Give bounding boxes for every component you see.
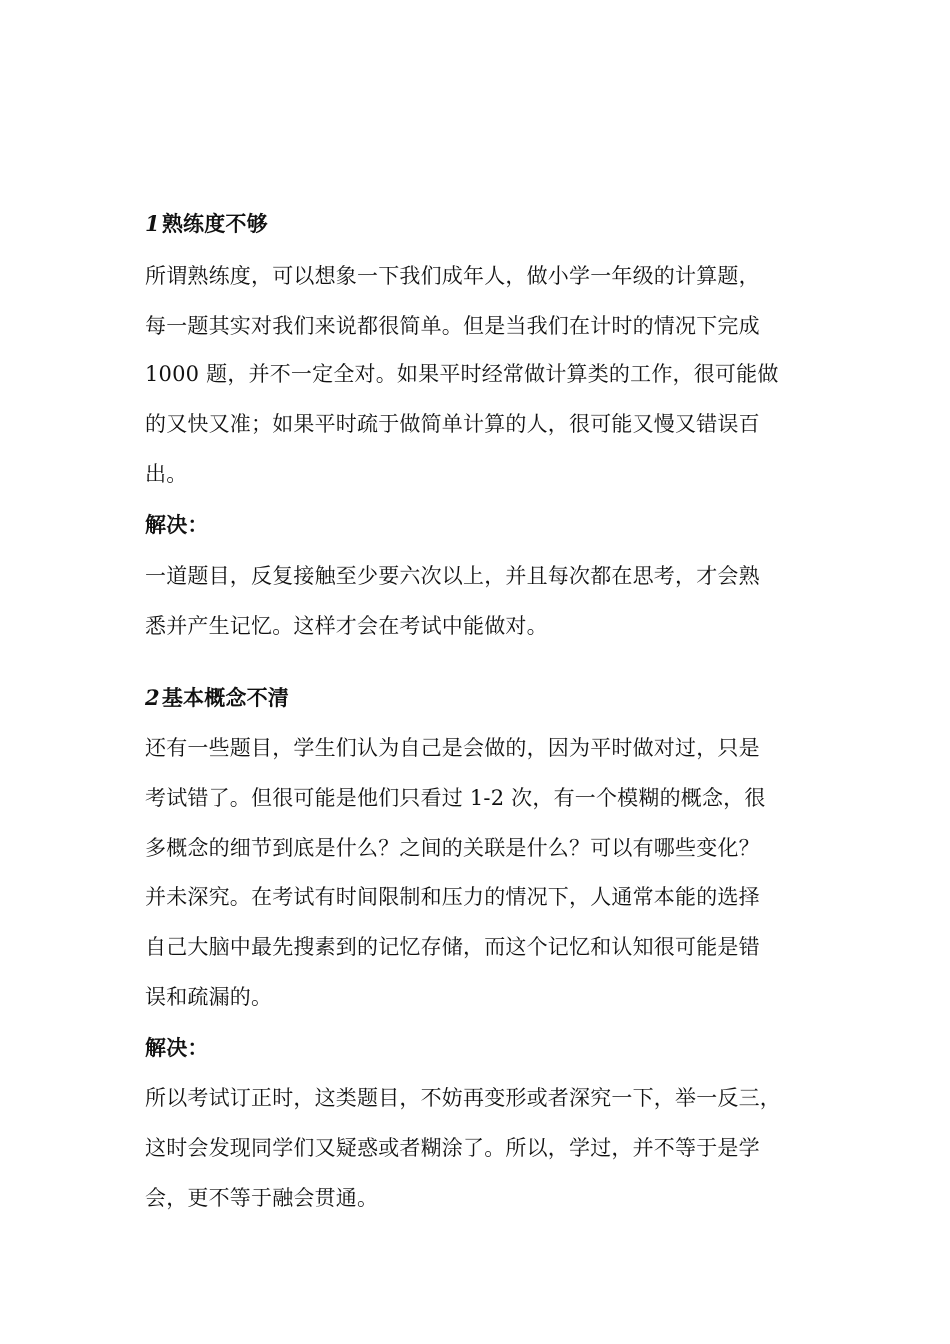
section-1-body-line: 出。 xyxy=(145,462,188,486)
section-2-body-line: 误和疏漏的。 xyxy=(145,985,273,1009)
section-1-body-line: 1000 题，并不一定全对。如果平时经常做计算类的工作，很可能做 xyxy=(145,362,779,386)
section-2-number: 2 xyxy=(145,685,160,710)
section-2-solution-line: 所以考试订正时，这类题目，不妨再变形或者深究一下，举一反三， xyxy=(145,1086,781,1110)
section-2-solution-label: 解决： xyxy=(145,1035,209,1060)
section-1-body-line: 的又快又准；如果平时疏于做简单计算的人，很可能又慢又错误百 xyxy=(145,412,760,436)
section-1-solution-line: 悉并产生记忆。这样才会在考试中能做对。 xyxy=(145,614,548,638)
section-1-solution-label: 解决： xyxy=(145,512,209,537)
section-2-body-line: 自己大脑中最先搜素到的记忆存储，而这个记忆和认知很可能是错 xyxy=(145,935,760,959)
section-1-body-line: 所谓熟练度，可以想象一下我们成年人，做小学一年级的计算题， xyxy=(145,264,760,288)
section-2-body-line: 考试错了。但很可能是他们只看过 1-2 次，有一个模糊的概念，很 xyxy=(145,786,766,810)
section-1-solution-line: 一道题目，反复接触至少要六次以上，并且每次都在思考，才会熟 xyxy=(145,564,760,588)
section-1-heading xyxy=(145,211,268,237)
section-2-solution-line: 这时会发现同学们又疑惑或者糊涂了。所以，学过，并不等于是学 xyxy=(145,1136,760,1160)
section-2-body-line: 还有一些题目，学生们认为自己是会做的，因为平时做对过，只是 xyxy=(145,736,760,760)
section-2-body-line: 多概念的细节到底是什么？之间的关联是什么？可以有哪些变化？ xyxy=(145,836,760,860)
section-1-title: 熟练度不够 xyxy=(161,211,268,236)
section-2-solution-line: 会，更不等于融会贯通。 xyxy=(145,1186,379,1210)
section-2-heading xyxy=(145,685,289,711)
section-2-title: 基本概念不清 xyxy=(161,685,290,710)
section-1-body-line: 每一题其实对我们来说都很简单。但是当我们在计时的情况下完成 xyxy=(145,314,760,338)
section-2-body-line: 并未深究。在考试有时间限制和压力的情况下，人通常本能的选择 xyxy=(145,885,760,909)
section-1-number: 1 xyxy=(145,211,160,236)
